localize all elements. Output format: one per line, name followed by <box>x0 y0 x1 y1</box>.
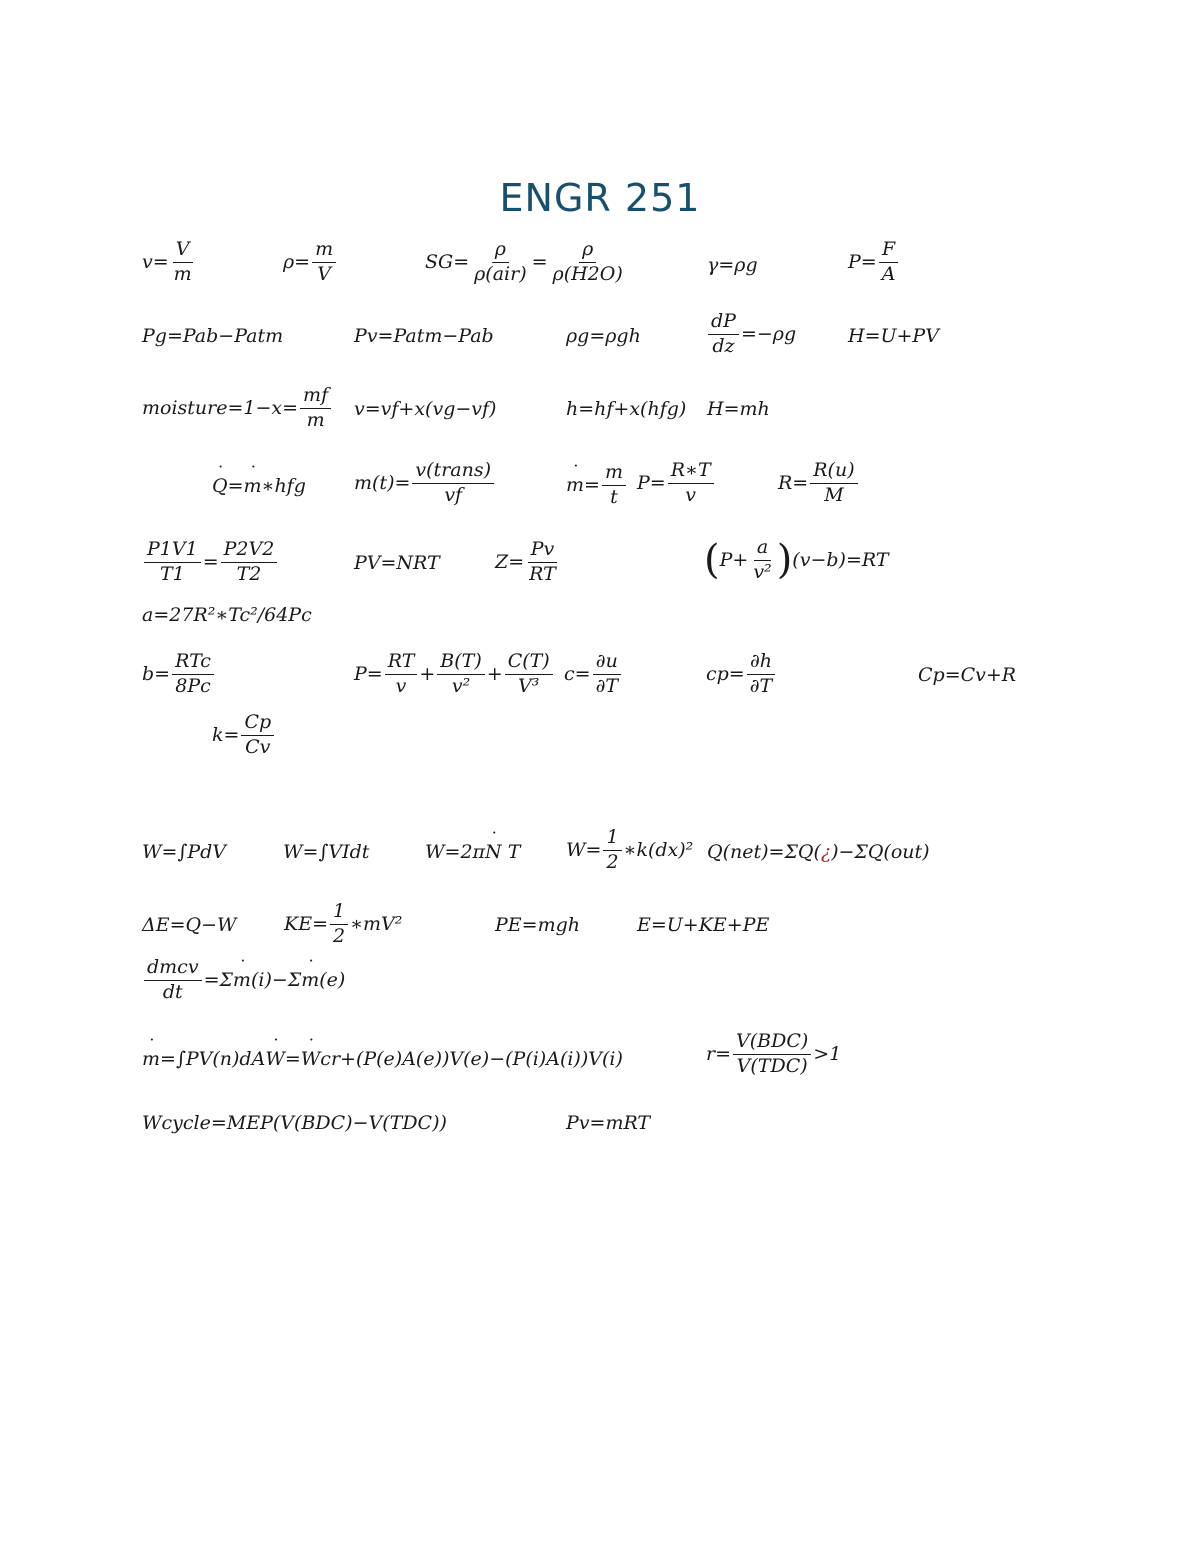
rho-g-formula: ρg=ρgh <box>566 325 641 347</box>
mass-time-formula: m(t)= $\frac{\text{v(trans)}}{vf}$ <box>354 461 496 506</box>
ideal-gas-pressure-formula: P= $\frac{R∗T}{v}$ <box>637 461 716 506</box>
potential-energy-formula: PE=mgh <box>495 914 580 936</box>
quality-volume-formula: v=vf+x(vg−vf) <box>354 398 497 420</box>
ideal-gas-law-formula: PV=NRT <box>354 552 440 574</box>
specific-volume-formula: v= $\frac{V}{m}$ <box>142 238 192 285</box>
heat-rate-formula: ˙ Q = ˙ m ∗hfg <box>212 477 306 496</box>
moisture-formula: moisture=1−x= $\frac{mf}{m}$ <box>142 386 333 431</box>
specific-heat-ratio-formula: k= $\frac{Cp}{Cv}$ <box>212 713 276 758</box>
specific-weight-formula: γ=ρg <box>707 254 758 276</box>
ideal-gas-mass-formula: Pv=mRT <box>566 1112 651 1134</box>
total-enthalpy-formula: H=mh <box>707 398 770 420</box>
boundary-work-formula: W=∫PdV <box>142 841 227 863</box>
document-title: ENGR 251 <box>499 176 701 220</box>
spring-work-formula: W= $\frac{1}{2}$ ∗k(dx)² <box>566 826 694 873</box>
hydrostatic-formula: $\frac{dP}{dz}$ =−ρg <box>706 312 796 357</box>
shaft-work-formula: W=2π ˙ N T <box>425 843 520 862</box>
compressibility-formula: Z= $\frac{Pv}{RT}$ <box>495 538 556 585</box>
gas-constant-formula: R= $\frac{R(u)}{M}$ <box>778 461 860 506</box>
van-der-waals-b-formula: b= $\frac{\text{RTc}}{8Pc}$ <box>142 652 216 697</box>
total-energy-formula: E=U+KE+PE <box>637 914 770 936</box>
quality-enthalpy-formula: h=hf+x(hfg) <box>566 398 687 420</box>
virial-equation-formula: P= $\frac{RT}{v}$ + $\frac{B(T)}{\text{v²}}$ + $\frac{C(T)}{\text{V³}}$ <box>354 652 555 697</box>
vacuum-pressure-formula: Pv=Patm−Pab <box>354 325 494 347</box>
compression-ratio-formula: r= $\frac{\text{V(BDC)}}{\text{V(TDC)}}$ >1 <box>706 1030 842 1077</box>
specific-heat-formula: c= $\frac{\partial u}{\partial T}$ <box>564 652 623 697</box>
pressure-formula: P= $\frac{F}{A}$ <box>848 240 900 285</box>
van-der-waals-a-formula: a=27R²∗Tc²/64Pc <box>142 604 312 626</box>
combined-gas-law-formula: $\frac{P1V1}{T1}$ = $\frac{P2V2}{T2}$ <box>142 540 279 585</box>
net-heat-formula: Q(net)=ΣQ( ¿ )−ΣQ(out) <box>707 841 930 863</box>
enthalpy-formula: H=U+PV <box>848 325 939 347</box>
gauge-pressure-formula: Pg=Pab−Patm <box>142 325 284 347</box>
specific-gravity-formula: SG= $\frac{\rho}{\text{ρ(air)}}$ = $\frac{\rho}{\rho(H2O)}$ <box>425 238 623 285</box>
energy-balance-formula: ΔE=Q−W <box>142 914 237 936</box>
mass-balance-formula: $\frac{\text{dmcv}}{dt}$ =Σ ˙ m (i)−Σ ˙ m (e) <box>142 958 345 1003</box>
cp-formula: cp= $\frac{\partial h}{\partial T}$ <box>706 652 777 697</box>
cp-cv-relation-formula: Cp=Cv+R <box>918 664 1017 686</box>
electrical-work-formula: W=∫VIdt <box>283 841 370 863</box>
mass-flow-formula: ˙ m = $\frac{m}{t}$ <box>566 463 628 508</box>
density-formula: ρ= $\frac{m}{V}$ <box>283 240 338 285</box>
cycle-work-formula: Wcycle=MEP(V(BDC)−V(TDC)) <box>142 1112 447 1134</box>
kinetic-energy-formula: KE= $\frac{1}{2}$ ∗mV² <box>284 900 403 947</box>
van-der-waals-formula: ( P+ $\frac{a}{\text{v²}}$ ) (v−b)=RT <box>704 536 889 584</box>
flow-work-formula: ˙ m =∫PV(n)dA ˙ W = ˙ W cr+(P(e)A(e))V(e)−(P(i)A(i))V(i) <box>142 1050 623 1069</box>
